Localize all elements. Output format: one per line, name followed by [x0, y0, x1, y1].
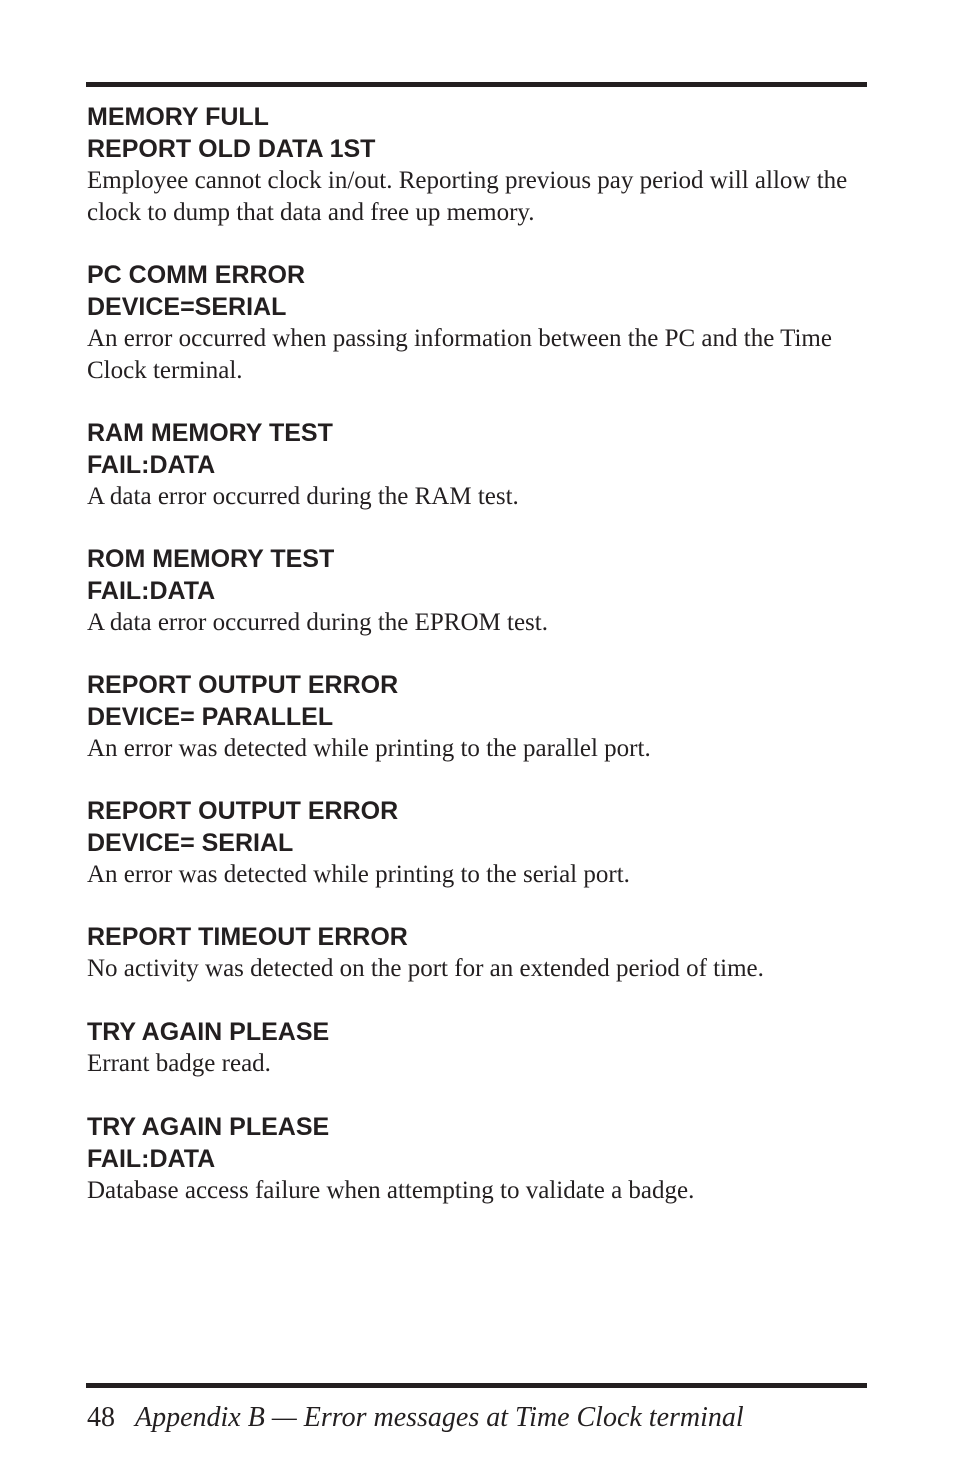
error-description: Employee cannot clock in/out. Reporting previous pay period will allow the clock to dump that data and free up memory.	[87, 167, 848, 226]
error-description: An error was detected while printing to the serial port.	[87, 861, 630, 888]
error-entry	[87, 417, 867, 513]
bottom-rule	[86, 1383, 867, 1388]
error-subtitle: DEVICE= SERIAL	[87, 829, 294, 857]
top-rule	[86, 82, 867, 87]
error-description: An error occurred when passing information between the PC and the Time Clock terminal.	[87, 325, 832, 384]
error-title: REPORT OUTPUT ERROR	[87, 671, 399, 699]
error-subtitle: FAIL:DATA	[87, 1145, 216, 1173]
error-subtitle: FAIL:DATA	[87, 451, 216, 479]
error-title: ROM MEMORY TEST	[87, 545, 335, 573]
error-subtitle: REPORT OLD DATA 1ST	[87, 135, 376, 163]
error-description: An error was detected while printing to the parallel port.	[87, 735, 651, 762]
error-entry	[87, 259, 867, 387]
error-title: REPORT OUTPUT ERROR	[87, 797, 399, 825]
error-entry	[87, 1111, 867, 1207]
error-message-list	[87, 101, 867, 1237]
error-title: RAM MEMORY TEST	[87, 419, 333, 447]
page-number: 48	[87, 1402, 115, 1433]
error-entry	[87, 795, 867, 891]
error-title: TRY AGAIN PLEASE	[87, 1113, 330, 1141]
error-subtitle: DEVICE=SERIAL	[87, 293, 287, 321]
error-entry	[87, 669, 867, 765]
error-subtitle: DEVICE= PARALLEL	[87, 703, 334, 731]
error-subtitle: FAIL:DATA	[87, 577, 216, 605]
page-footer	[87, 1400, 744, 1436]
error-description: Database access failure when attempting to validate a badge.	[87, 1177, 695, 1204]
error-description: A data error occurred during the EPROM test.	[87, 609, 548, 636]
error-entry	[87, 543, 867, 639]
running-title: Appendix B — Error messages at Time Clock terminal	[135, 1402, 744, 1433]
error-description: No activity was detected on the port for an extended period of time.	[87, 955, 764, 982]
error-description: Errant badge read.	[87, 1050, 271, 1077]
error-title: REPORT TIMEOUT ERROR	[87, 923, 408, 951]
error-title: TRY AGAIN PLEASE	[87, 1018, 330, 1046]
error-entry	[87, 1016, 867, 1080]
error-entry	[87, 101, 867, 229]
error-entry	[87, 921, 867, 985]
error-title: MEMORY FULL	[87, 103, 269, 131]
error-title: PC COMM ERROR	[87, 261, 306, 289]
error-description: A data error occurred during the RAM test.	[87, 483, 519, 510]
